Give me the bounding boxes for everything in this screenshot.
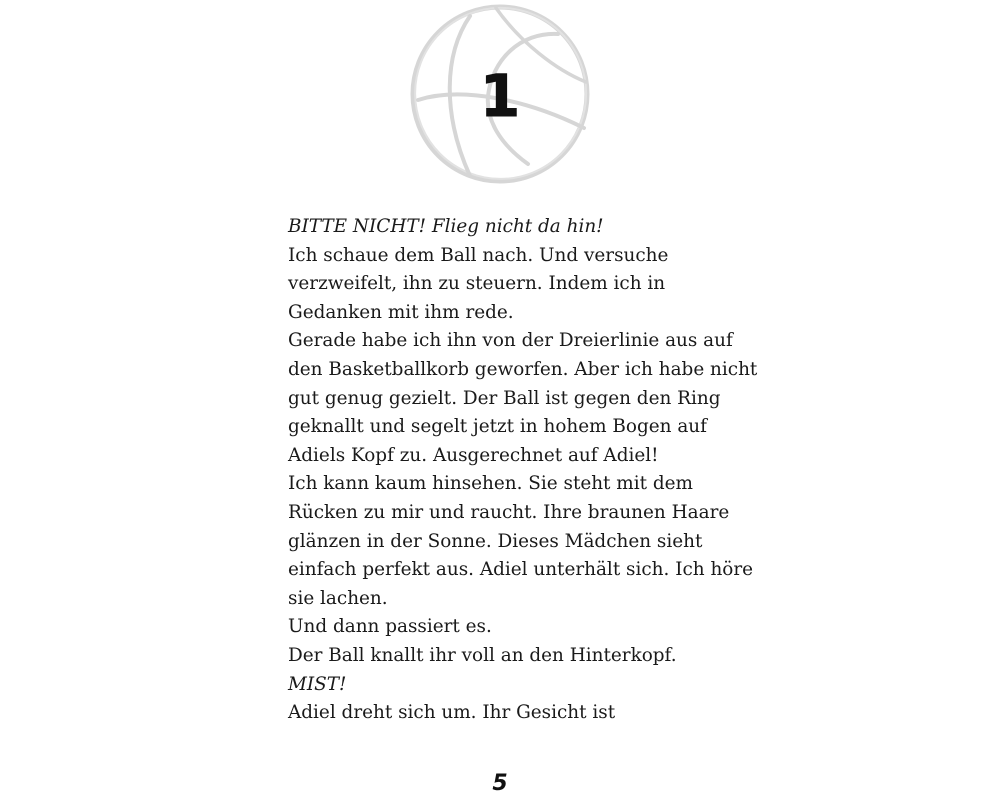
text-line: Ich kann kaum hinsehen. Sie steht mit dem xyxy=(288,473,693,495)
text-line: gut genug gezielt. Der Ball ist gegen den Ring xyxy=(288,387,721,409)
text-line: BITTE NICHT! Flieg nicht da hin! xyxy=(288,216,604,237)
text-line: glänzen in der Sonne. Dieses Mädchen sieht xyxy=(288,530,703,552)
page-number: 5 xyxy=(492,771,508,796)
text-line: Adiel dreht sich um. Ihr Gesicht ist xyxy=(288,702,616,724)
text-line: Rücken zu mir und raucht. Ihre braunen Haare xyxy=(288,501,730,523)
text-line: geknallt und segelt jetzt in hohem Bogen auf xyxy=(288,416,707,438)
text-line: sie lachen. xyxy=(288,587,388,609)
text-line: verzweifelt, ihn zu steuern. Indem ich in xyxy=(288,273,666,295)
text-line: einfach perfekt aus. Adiel unterhält sich. Ich höre xyxy=(288,559,754,581)
chapter-number: 1 xyxy=(479,62,521,130)
text-line: den Basketballkorb geworfen. Aber ich habe nicht xyxy=(288,358,758,380)
text-line: Gedanken mit ihm rede. xyxy=(288,301,514,323)
text-line: MIST! xyxy=(288,673,347,695)
chapter-emblem xyxy=(408,2,592,186)
page-text xyxy=(288,213,758,728)
text-line: Ich schaue dem Ball nach. Und versuche xyxy=(288,244,669,266)
text-line: Der Ball knallt ihr voll an den Hinterkopf. xyxy=(288,644,677,666)
text-line: Adiels Kopf zu. Ausgerechnet auf Adiel! xyxy=(288,444,659,466)
text-line: Gerade habe ich ihn von der Dreierlinie aus auf xyxy=(288,330,733,352)
text-line: Und dann passiert es. xyxy=(288,616,492,638)
